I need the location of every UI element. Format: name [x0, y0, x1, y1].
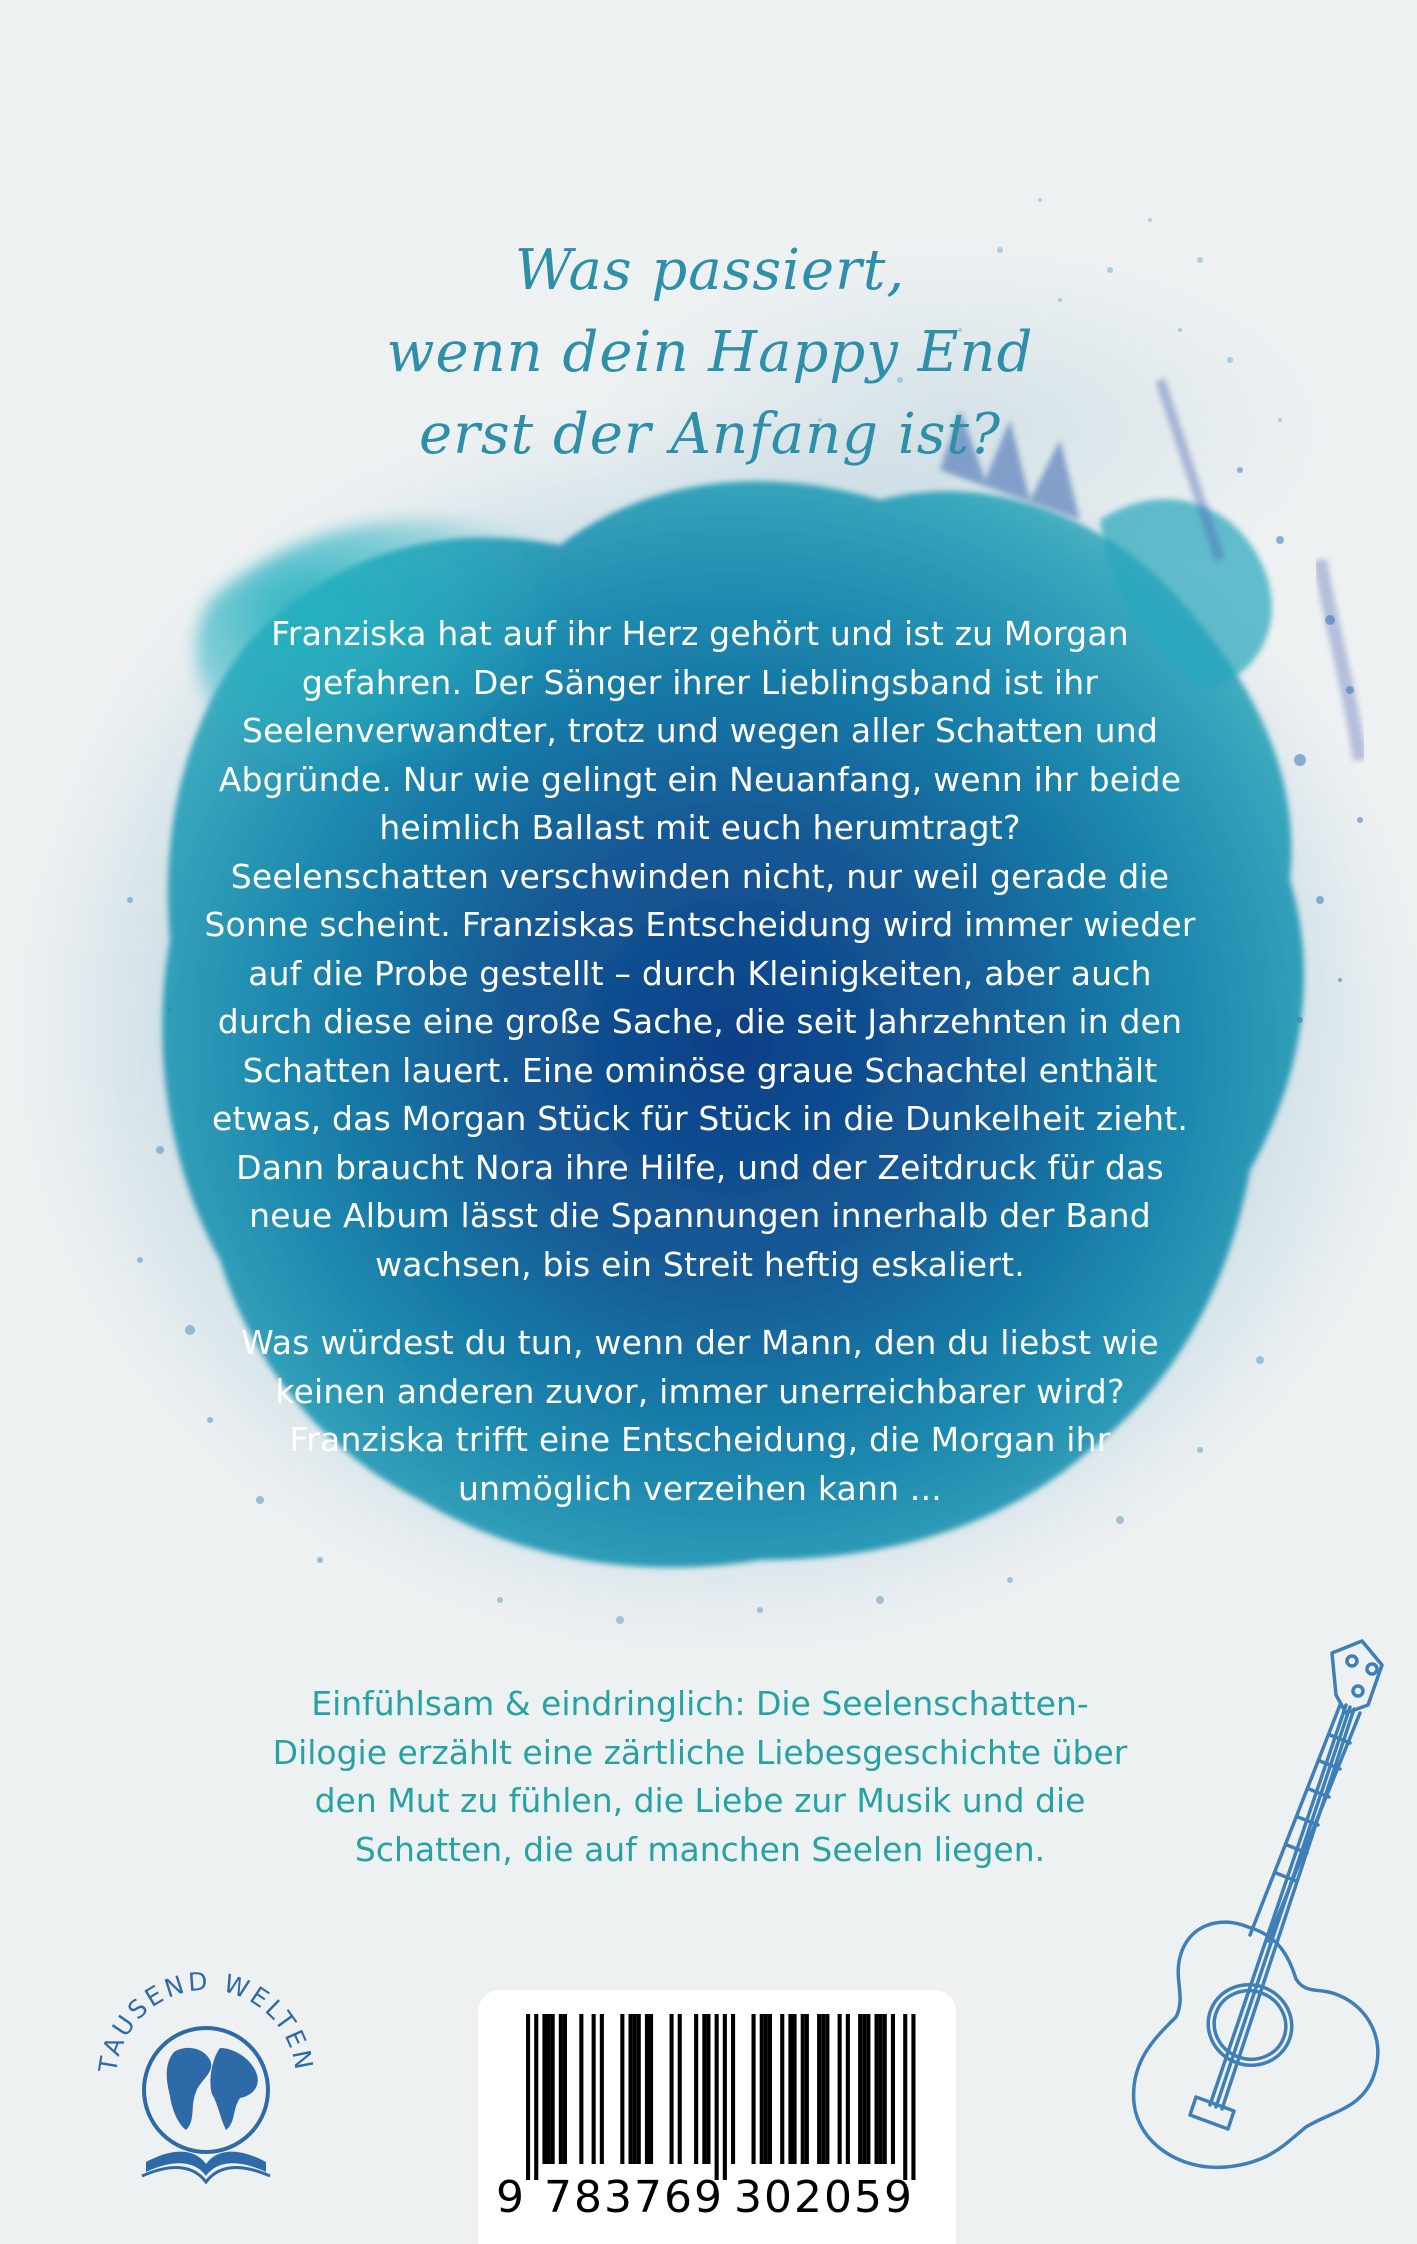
closing-statement	[250, 1680, 1150, 1874]
isbn-digit: 9	[884, 2172, 912, 2223]
barcode-bar	[633, 2014, 637, 2164]
isbn-digit: 7	[634, 2172, 662, 2223]
barcode-bar	[629, 2014, 633, 2164]
blurb-line: auf die Probe gestellt – durch Kleinigkeiten, aber auch	[248, 953, 1152, 993]
barcode-bar	[903, 2014, 907, 2180]
barcode-bar	[563, 2014, 567, 2164]
barcode-bar	[825, 2014, 829, 2164]
barcode-bar	[821, 2014, 825, 2164]
barcode-bar	[780, 2014, 784, 2164]
isbn-digit: 7	[544, 2172, 572, 2223]
barcode-bar	[858, 2014, 862, 2164]
barcode-bar	[534, 2014, 538, 2180]
barcode-bar	[793, 2014, 797, 2164]
barcode-bar	[875, 2014, 879, 2164]
blurb-line: Seelenverwandter, trotz und wegen aller Schatten und	[241, 711, 1159, 750]
barcode-bar	[706, 2014, 710, 2164]
barcode-bar	[838, 2014, 842, 2164]
blurb-paragraph-1	[200, 610, 1200, 1289]
blurb-line: Seelenschatten verschwinden nicht, nur weil gerade die	[230, 856, 1170, 896]
blurb-paragraph-2	[200, 1319, 1200, 1513]
closing-line: Dilogie erzählt eine zärtliche Liebesgeschichte über	[272, 1732, 1128, 1772]
barcode-bar	[670, 2014, 674, 2164]
blurb-line: Was würdest du tun, wenn der Mann, den du liebst wie	[241, 1323, 1159, 1362]
barcode-bar	[862, 2014, 866, 2164]
barcode-bar	[547, 2014, 551, 2164]
blurb-line: keinen anderen zuvor, immer unerreichbarer wird?	[275, 1371, 1125, 1411]
barcode-bar	[788, 2014, 792, 2164]
blurb-line: heimlich Ballast mit euch herumtragt?	[379, 808, 1021, 847]
isbn-digit: 5	[854, 2172, 882, 2223]
publisher-logo	[86, 1940, 326, 2200]
isbn-digit: 0	[824, 2172, 852, 2223]
isbn-lead-digit: 9	[496, 2172, 524, 2223]
blurb-line: Schatten lauert. Eine ominöse graue Schachtel enthält	[242, 1050, 1158, 1090]
closing-line: Einfühlsam & eindringlich: Die Seelenschatten-	[311, 1684, 1089, 1723]
isbn-digit: 2	[794, 2172, 822, 2223]
closing-line: den Mut zu fühlen, die Liebe zur Musik und die	[314, 1781, 1086, 1820]
blurb-line: Abgründe. Nur wie gelingt ein Neuanfang, wenn ihr beide	[218, 759, 1182, 799]
barcode-bar	[801, 2014, 805, 2164]
blurb	[200, 610, 1200, 1513]
blurb-line: Dann braucht Nora ihre Hilfe, und der Zeitdruck für das	[236, 1147, 1164, 1187]
acoustic-guitar-icon	[1100, 1635, 1400, 2180]
blurb-line: wachsen, bis ein Streit heftig eskaliert.	[375, 1244, 1025, 1284]
barcode-bar	[579, 2014, 583, 2164]
isbn-digit: 9	[694, 2172, 722, 2223]
barcode-bar	[764, 2014, 768, 2164]
barcode-bar	[723, 2014, 727, 2180]
tagline-line: wenn dein Happy End	[386, 320, 1034, 385]
isbn-right-group	[734, 2172, 912, 2223]
barcode-bar	[891, 2014, 895, 2164]
barcode-bar	[768, 2014, 772, 2164]
barcode-bar	[551, 2014, 555, 2164]
barcode-bar	[846, 2014, 850, 2164]
barcode-bar	[752, 2014, 756, 2164]
tagline	[280, 230, 1140, 476]
isbn-barcode	[478, 1990, 956, 2244]
tagline-line: erst der Anfang ist?	[418, 402, 1002, 467]
barcode-bar	[542, 2014, 546, 2164]
barcode-bar	[694, 2014, 698, 2164]
isbn-digit: 8	[574, 2172, 602, 2223]
barcode-bar	[559, 2014, 563, 2164]
barcode-bar	[715, 2014, 719, 2180]
barcode-bars	[478, 1990, 956, 2180]
blurb-line: unmöglich verzeihen kann ...	[458, 1468, 942, 1508]
barcode-bar	[526, 2014, 530, 2180]
barcode-bar	[678, 2014, 682, 2164]
barcode-bar	[731, 2014, 735, 2164]
blurb-line: Sonne scheint. Franziskas Entscheidung wird immer wieder	[204, 905, 1196, 944]
isbn-digit: 6	[664, 2172, 692, 2223]
blurb-line: durch diese eine große Sache, die seit Jahrzehnten in den	[217, 1002, 1183, 1041]
barcode-bar	[805, 2014, 809, 2164]
publisher-name: TAUSEND WELTEN	[93, 1966, 319, 2075]
blurb-line: Franziska trifft eine Entscheidung, die Morgan ihr	[289, 1420, 1111, 1459]
isbn-digit: 3	[604, 2172, 632, 2223]
barcode-bar	[649, 2014, 653, 2164]
barcode-bar	[637, 2014, 641, 2164]
isbn-digit: 3	[734, 2172, 762, 2223]
blurb-line: Franziska hat auf ihr Herz gehört und ist zu Morgan	[271, 614, 1129, 653]
barcode-bar	[645, 2014, 649, 2164]
barcode-bar	[600, 2014, 604, 2164]
barcode-bar	[866, 2014, 870, 2164]
isbn-digit: 0	[764, 2172, 792, 2223]
tagline-line: Was passiert,	[514, 238, 906, 303]
blurb-line: gefahren. Der Sänger ihrer Lieblingsband ist ihr	[301, 662, 1099, 702]
barcode-bar	[883, 2014, 887, 2164]
barcode-bar	[879, 2014, 883, 2164]
barcode-bar	[592, 2014, 596, 2164]
isbn-number	[496, 2170, 936, 2223]
closing-line: Schatten, die auf manchen Seelen liegen.	[354, 1829, 1046, 1869]
barcode-bar	[760, 2014, 764, 2164]
barcode-bar	[911, 2014, 915, 2180]
barcode-bar	[620, 2014, 624, 2164]
blurb-line: neue Album lässt die Spannungen innerhalb der Band	[249, 1196, 1151, 1235]
globe-book-icon	[142, 2028, 270, 2182]
barcode-bar	[702, 2014, 706, 2164]
isbn-left-group	[544, 2172, 722, 2223]
blurb-line: etwas, das Morgan Stück für Stück in die Dunkelheit zieht.	[211, 1099, 1189, 1138]
barcode-bar	[817, 2014, 821, 2164]
